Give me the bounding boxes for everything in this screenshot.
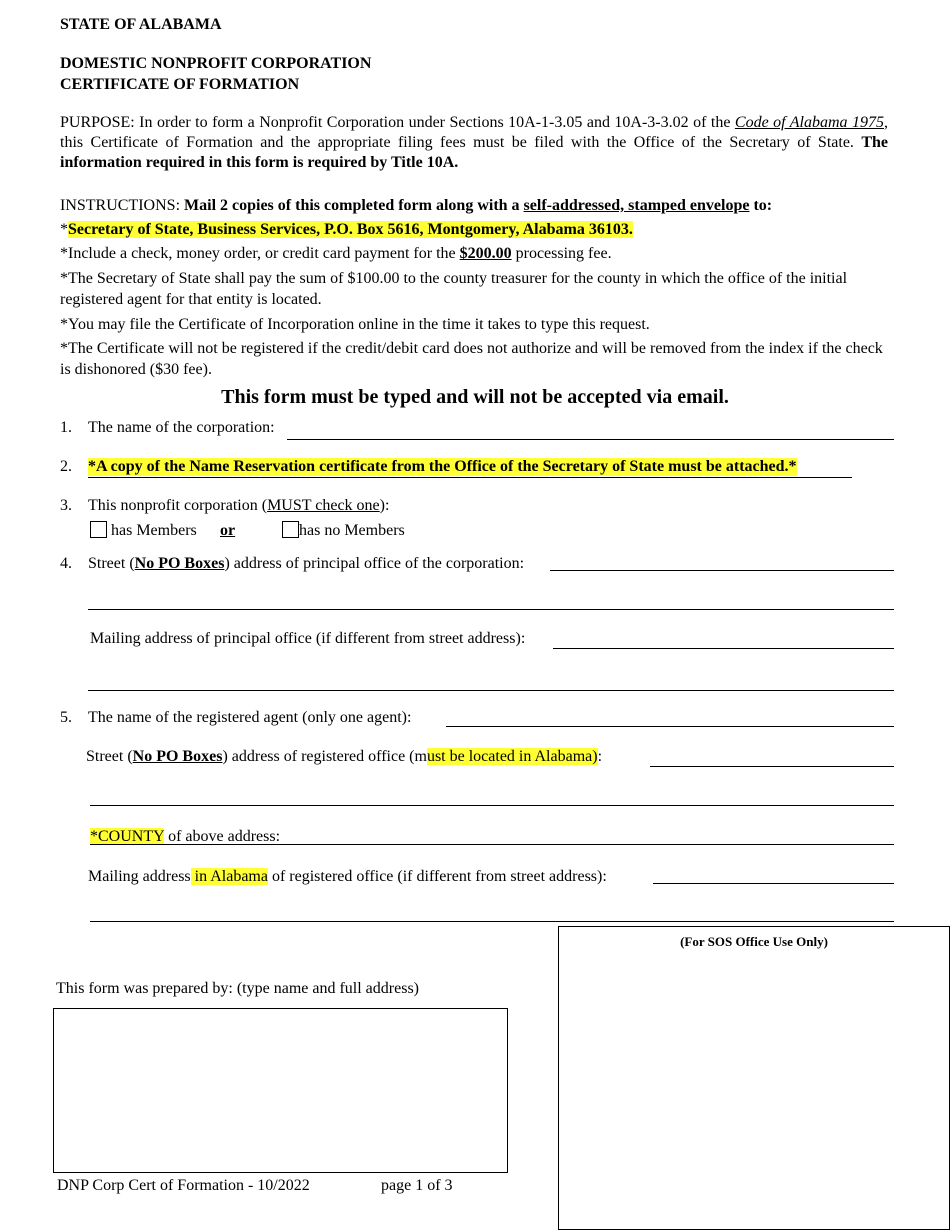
page-number: page 1 of 3 [381, 1177, 453, 1194]
reg-located-alabama: ust be located in Alabama) [426, 748, 598, 765]
has-members-option[interactable] [90, 521, 197, 540]
reg-no-po-boxes: No PO Boxes [132, 748, 223, 765]
members-question [88, 497, 389, 515]
no-members-checkbox[interactable] [282, 521, 299, 538]
online-note: *You may file the Certificate of Incorporation online in the time it takes to type this request. [60, 316, 650, 333]
or-label: or [220, 522, 236, 539]
registered-office-street-field-2[interactable] [90, 805, 894, 806]
no-members-label: has no Members [299, 522, 405, 539]
no-po-boxes: No PO Boxes [134, 555, 225, 572]
fee-pre: *Include a check, money order, or credit card payment for the [60, 245, 460, 262]
card-note: *The Certificate will not be registered if the credit/debit card does not authorize and will be removed from the index if the check is dishonored ($30 fee). [60, 340, 883, 378]
registered-agent-field[interactable] [446, 726, 894, 727]
prepared-by-box[interactable] [53, 1008, 508, 1173]
members-pre: This nonprofit corporation ( [88, 497, 268, 514]
instructions-envelope: self-addressed, stamped envelope [523, 197, 750, 214]
members-post: ): [379, 497, 390, 514]
street-pre: Street ( [88, 555, 135, 572]
fee-amount: $200.00 [459, 245, 512, 262]
reg-colon: : [597, 748, 603, 765]
form-type-heading: DOMESTIC NONPROFIT CORPORATION [60, 55, 372, 72]
has-members-label: has Members [111, 522, 197, 539]
no-members-option[interactable] [282, 521, 405, 540]
registered-agent-label: The name of the registered agent (only one agent): [88, 709, 412, 726]
treasurer-note: *The Secretary of State shall pay the sum of $100.00 to the county treasurer for the county in which the office of the initial registered agent for that entity is located. [60, 270, 848, 308]
instructions-line [60, 195, 890, 216]
instructions-mail: Mail 2 copies of this completed form along with a [184, 197, 524, 214]
prepared-by-label: This form was prepared by: (type name and full address) [56, 980, 419, 997]
mail-pre: Mailing address [88, 868, 191, 885]
purpose-middle: , this Certificate of Formation and the appropriate filing fees must be filed with the Office of the Secretary of State. [60, 114, 888, 151]
mailing-principal-label: Mailing address of principal office (if different from street address): [90, 630, 526, 647]
principal-street-field-2[interactable] [88, 609, 894, 610]
sos-mailing-address: Secretary of State, Business Services, P.O. Box 5616, Montgomery, Alabama 36103. [68, 221, 633, 238]
sos-office-use-label: (For SOS Office Use Only) [680, 934, 828, 949]
registered-mailing-label [88, 868, 607, 886]
item-4-number: 4. [60, 555, 72, 572]
principal-street-label [88, 555, 524, 573]
state-heading: STATE OF ALABAMA [60, 16, 222, 33]
mailing-principal-field[interactable] [553, 648, 894, 649]
reservation-underline [88, 477, 852, 478]
form-title: CERTIFICATE OF FORMATION [60, 76, 300, 93]
members-must: MUST check one [267, 497, 380, 514]
mail-post: of registered office (if different from street address): [267, 868, 607, 885]
purpose-lead: PURPOSE: In order to form a Nonprofit Corporation under Sections 10A-1-3.05 and 10A-3-3.02 of the [60, 114, 735, 131]
registered-office-street-label [86, 748, 602, 766]
instructions-to: to: [749, 197, 773, 214]
item-5-number: 5. [60, 709, 72, 726]
mailing-address-line [60, 219, 890, 240]
purpose-paragraph [60, 113, 888, 173]
item-3-number: 3. [60, 497, 72, 514]
purpose-requirement: The information required in this form is required by Title 10A. [60, 134, 888, 171]
name-reservation-notice: *A copy of the Name Reservation certificate from the Office of the Secretary of State must be attached.* [88, 458, 797, 475]
corporation-name-label: The name of the corporation: [88, 419, 275, 436]
principal-street-field[interactable] [550, 570, 894, 571]
registered-office-street-field[interactable] [650, 766, 894, 767]
registered-mailing-field[interactable] [653, 883, 894, 884]
registered-mailing-field-2[interactable] [90, 921, 894, 922]
address-star: * [60, 221, 68, 238]
fee-post: processing fee. [511, 245, 612, 262]
form-id-footer: DNP Corp Cert of Formation - 10/2022 [57, 1177, 310, 1194]
corporation-name-field[interactable] [287, 439, 894, 440]
has-members-checkbox[interactable] [90, 521, 107, 538]
county-highlight: *COUNTY [90, 828, 165, 845]
instructions-label: INSTRUCTIONS: [60, 197, 185, 214]
street-post: ) address of principal office of the corporation: [224, 555, 525, 572]
code-reference: Code of Alabama 1975 [734, 114, 884, 131]
sos-office-use-box [558, 926, 950, 1230]
fee-line [60, 243, 890, 264]
reg-street-pre: Street ( [86, 748, 133, 765]
county-field[interactable] [90, 844, 894, 845]
reg-street-post: ) address of registered office (m [222, 748, 427, 765]
typed-notice: This form must be typed and will not be accepted via email. [221, 386, 729, 408]
item-2-number: 2. [60, 458, 72, 475]
mailing-principal-field-2[interactable] [88, 690, 894, 691]
county-post: of above address: [164, 828, 281, 845]
item-1-number: 1. [60, 419, 72, 436]
mail-in-alabama: in Alabama [190, 868, 268, 885]
